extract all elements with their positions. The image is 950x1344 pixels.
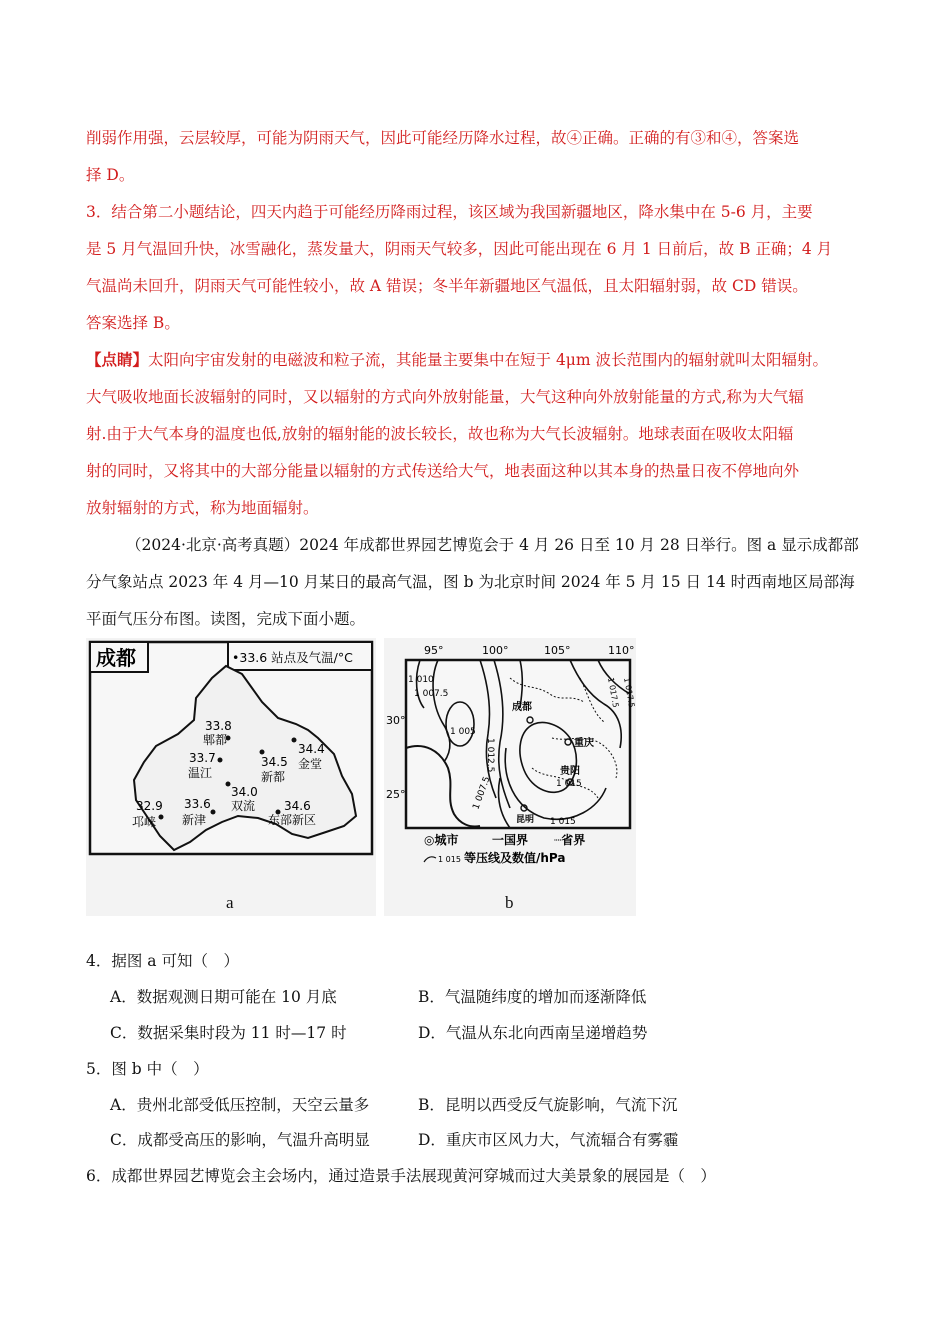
isobar-label: 1 015 bbox=[550, 817, 576, 827]
analysis-line: 择 D。 bbox=[86, 166, 135, 184]
isobar-label: 1 017.5 bbox=[606, 676, 621, 709]
chengdu-map bbox=[86, 638, 376, 856]
city-name: 重庆 bbox=[574, 738, 594, 749]
tip-line: 射.由于大气本身的温度也低,放射的辐射能的波长较长，故也称为大气长波辐射。地球表面在吸收太阳辐 bbox=[86, 425, 794, 443]
question-stem: 5．图 b 中（ ） bbox=[86, 1060, 209, 1078]
station-temp: 34.6 bbox=[284, 799, 311, 813]
tip-line: 射的同时，又将其中的大部分能量以辐射的方式传送给大气，地表面这种以其本身的热量日夜不停地向外 bbox=[86, 462, 800, 480]
isobar-label: 1 007.5 bbox=[414, 689, 449, 699]
legend-border: 一国界 bbox=[492, 833, 529, 847]
city-name: 贵阳 bbox=[560, 766, 580, 777]
isobar-label: 1 015 bbox=[556, 779, 582, 789]
question-option[interactable]: B．气温随纬度的增加而逐渐降低 bbox=[418, 988, 647, 1006]
lat-label: 30° bbox=[386, 714, 406, 727]
analysis-line: 削弱作用强，云层较厚，可能为阴雨天气，因此可能经历降水过程，故④正确。正确的有③和④，答案选 bbox=[86, 129, 800, 147]
tip-line: 放射辐射的方式，称为地面辐射。 bbox=[86, 499, 319, 517]
isobar-label: 1 007.5 bbox=[471, 775, 493, 812]
station-name: 邛崃 bbox=[132, 815, 157, 829]
station-name: 郫都 bbox=[203, 733, 228, 747]
station-name: 金堂 bbox=[298, 757, 323, 771]
lon-label: 95° bbox=[424, 644, 444, 657]
legend-isobar: 等压线及数值/hPa bbox=[464, 851, 566, 865]
intro-line: 平面气压分布图。读图，完成下面小题。 bbox=[86, 610, 366, 628]
station bbox=[226, 782, 258, 814]
figure-b-caption: b bbox=[505, 893, 514, 912]
station-temp: 34.4 bbox=[298, 742, 325, 756]
station-dot bbox=[218, 758, 223, 763]
question-option[interactable]: C．数据采集时段为 11 时—17 时 bbox=[110, 1024, 347, 1042]
question-option[interactable]: A．数据观测日期可能在 10 月底 bbox=[110, 988, 337, 1006]
analysis-line: 是 5 月气温回升快，冰雪融化，蒸发量大，阴雨天气较多，因此可能出现在 6 月 1 日前后，故 B 正确；4 月 bbox=[86, 240, 833, 258]
intro-line: （2024·北京·高考真题）2024 年成都世界园艺博览会于 4 月 26 日至 10 月 28 日举行。图 a 显示成都部 bbox=[126, 536, 859, 554]
analysis-line: 答案选择 B。 bbox=[86, 314, 180, 332]
legend-province: ┈省界 bbox=[554, 833, 586, 847]
lon-label: 100° bbox=[482, 644, 509, 657]
lon-label: 110° bbox=[608, 644, 635, 657]
station-name: 东部新区 bbox=[268, 813, 317, 827]
station-dot bbox=[159, 815, 164, 820]
station-name: 温江 bbox=[188, 766, 213, 780]
figure-a-legend: •33.6 站点及气温/°C bbox=[232, 650, 353, 665]
station-temp: 33.8 bbox=[205, 719, 232, 733]
analysis-line: 3．结合第二小题结论，四天内趋于可能经历降雨过程，该区域为我国新疆地区，降水集中在 5-6 月，主要 bbox=[86, 203, 813, 221]
station-dot bbox=[226, 782, 231, 787]
isobar-map bbox=[384, 638, 636, 868]
question-option[interactable]: D．重庆市区风力大，气流辐合有雾霾 bbox=[418, 1131, 679, 1149]
figure-a bbox=[86, 638, 376, 916]
isobar-label: 1 017.5 bbox=[622, 676, 636, 709]
intro-line: 分气象站点 2023 年 4 月—10 月某日的最高气温，图 b 为北京时间 2024 年 5 月 15 日 14 时西南地区局部海 bbox=[86, 573, 855, 591]
station-dot bbox=[260, 750, 265, 755]
figure-a-title: 成都 bbox=[96, 646, 136, 670]
isobar-label: 1 005 bbox=[450, 727, 476, 737]
tip-line: 大气吸收地面长波辐射的同时，又以辐射的方式向外放射能量，大气这种向外放射能量的方式,称为大气辐 bbox=[86, 388, 804, 406]
tip-line bbox=[86, 350, 828, 370]
station-temp: 32.9 bbox=[136, 799, 163, 813]
city-name: 成都 bbox=[512, 702, 532, 713]
city-name: 昆明 bbox=[516, 815, 535, 825]
station bbox=[260, 750, 288, 785]
question-option[interactable]: B．昆明以西受反气旋影响，气流下沉 bbox=[418, 1096, 678, 1114]
analysis-line: 气温尚未回升，阴雨天气可能性较小，故 A 错误；冬半年新疆地区气温低，且太阳辐射弱，故 CD 错误。 bbox=[86, 277, 808, 295]
question-stem: 4．据图 a 可知（ ） bbox=[86, 952, 239, 970]
legend-city: ◎城市 bbox=[424, 833, 459, 847]
question-option[interactable]: C．成都受高压的影响，气温升高明显 bbox=[110, 1131, 370, 1149]
station-temp: 33.7 bbox=[189, 751, 216, 765]
figure-a-caption: a bbox=[226, 893, 234, 912]
question-stem: 6．成都世界园艺博览会主会场内，通过造景手法展现黄河穿城而过大美景象的展园是（ ） bbox=[86, 1167, 716, 1185]
figure-b-legend bbox=[424, 832, 585, 865]
tip-label: 【点睛】 bbox=[86, 350, 149, 369]
station-temp: 34.0 bbox=[231, 785, 258, 799]
lon-label: 105° bbox=[544, 644, 571, 657]
station-name: 双流 bbox=[231, 799, 256, 813]
station-dot bbox=[292, 738, 297, 743]
station-dot bbox=[211, 810, 216, 815]
station-temp: 33.6 bbox=[184, 797, 211, 811]
question-option[interactable]: A．贵州北部受低压控制，天空云量多 bbox=[110, 1096, 370, 1114]
question-option[interactable]: D．气温从东北向西南呈递增趋势 bbox=[418, 1024, 648, 1042]
isobar-label: 1 010 bbox=[408, 675, 434, 685]
tip-text: 太阳向宇宙发射的电磁波和粒子流，其能量主要集中在短于 4μm 波长范围内的辐射就叫太阳辐射。 bbox=[148, 351, 829, 369]
legend-isobar-sample: 1 015 bbox=[438, 855, 461, 864]
isobar-label: 1 012.5 bbox=[485, 738, 495, 773]
figure-b bbox=[384, 638, 636, 916]
station-name: 新都 bbox=[261, 770, 286, 784]
station-name: 新津 bbox=[182, 813, 207, 827]
station-temp: 34.5 bbox=[261, 755, 288, 769]
lat-label: 25° bbox=[386, 788, 406, 801]
